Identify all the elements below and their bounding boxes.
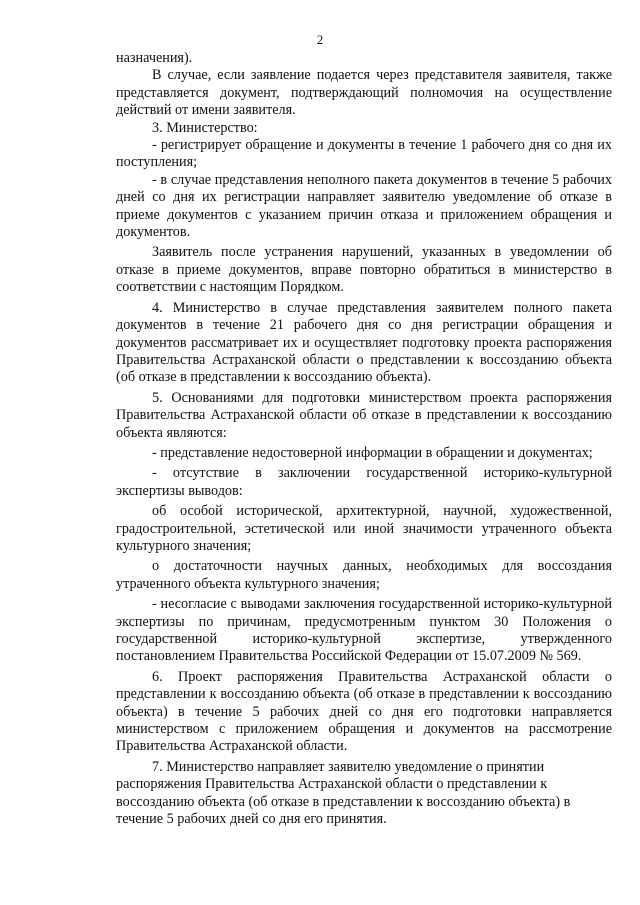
paragraph-item-4: 4. Министерство в случае представления заявителем полного пакета документов в течение 21 рабочего дня со дня регистрации обращения и документов рассматривает их и осуществляет подготовку проекта распоряжения Правительства Астраханской области о представлении к воссозданию объекта (об отказе в представлении к воссозданию объекта). (116, 299, 612, 386)
paragraph-item-3: 3. Министерство: (152, 119, 258, 136)
page-number: 2 (316, 32, 324, 47)
paragraph-item-5: 5. Основаниями для подготовки министерством проекта распоряжения Правительства Астраханской области об отказе в представлении к воссозданию объекта являются: (116, 389, 612, 441)
paragraph-item-5-false-info: - представление недостоверной информации в обращении и документах; (152, 444, 593, 461)
paragraph-representative: В случае, если заявление подается через представителя заявителя, также представляется документ, подтверждающий полномочия на осуществление действий от имени заявителя. (116, 67, 612, 119)
paragraph-item-6: 6. Проект распоряжения Правительства Астраханской области о представлении к воссозданию объекта (об отказе в представлении к воссозданию объекта) в течение 5 рабочих дней со дня его подготовки направляется министерством с приложением обращения и документов на рассмотрение Правительства Астраханской области. (116, 668, 612, 755)
paragraph-item-5-no-conclusions: - отсутствие в заключении государственной историко-культурной экспертизы выводов: (116, 465, 612, 499)
paragraph-item-5-scientific-data: о достаточности научных данных, необходимых для воссоздания утраченного объекта культурного значения; (116, 558, 612, 592)
paragraph-item-5-disagreement: - несогласие с выводами заключения государственной историко-культурной экспертизы по причинам, предусмотренным пунктом 30 Положения о государственной историко-культурной экспертизе, утвержденного постановлением Правительства Российской Федерации от 15.07.2009 № 569. (116, 596, 612, 665)
paragraph-continuation: назначения). (116, 50, 193, 66)
document-body (116, 50, 612, 828)
paragraph-item-5-significance: об особой исторической, архитектурной, научной, художественной, градостроительной, эстетической или иной значимости утраченного объекта культурного значения; (116, 503, 612, 554)
paragraph-item-7: 7. Министерство направляет заявителю уведомление о принятии распоряжения Правительства Астраханской области о представлении к воссозданию объекта (об отказе в представлении к воссозданию объекта) в течение 5 рабочих дней со дня его принятия. (116, 758, 571, 828)
paragraph-item-3-refusal: - в случае представления неполного пакета документов в течение 5 рабочих дней со дня их регистрации направляет заявителю уведомление об отказе в приеме документов с указанием причин отказа и приложением обращения и документов. (116, 171, 612, 241)
paragraph-reapply: Заявитель после устранения нарушений, указанных в уведомлении об отказе в приеме документов, вправе повторно обратиться в министерство в соответствии с настоящим Порядком. (116, 244, 612, 296)
paragraph-item-3-registration: - регистрирует обращение и документы в течение 1 рабочего дня со дня их поступления; (116, 137, 612, 171)
